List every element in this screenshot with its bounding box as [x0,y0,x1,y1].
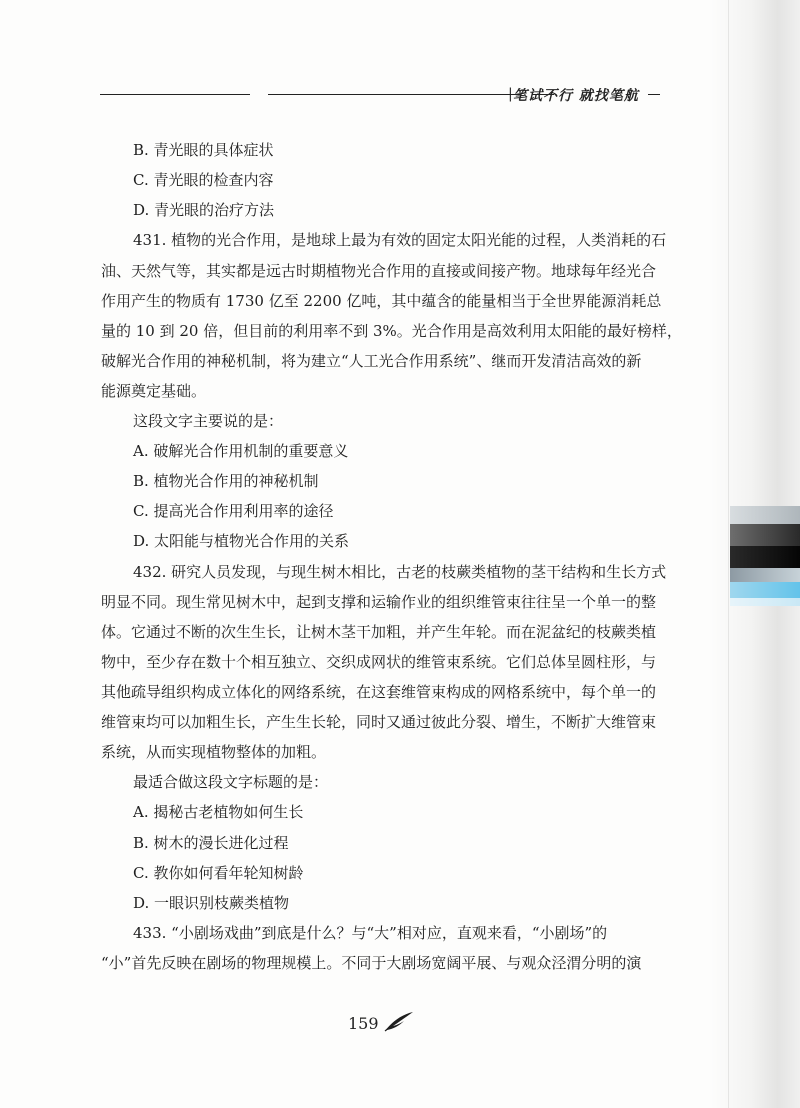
header-divider: | [508,86,513,102]
option-c: C. 教你如何看年轮知树龄 [133,864,304,882]
question-432-line: 物中，至少存在数十个相互独立、交织成网状的维管束系统。它们总体呈圆柱形，与 [101,653,657,671]
page-number: 159 [348,1014,379,1033]
header-rule [268,94,520,95]
question-432-line: 维管束均可以加粗生长，产生生长轮，同时又通过彼此分裂、增生，不断扩大维管束 [101,713,657,731]
option-a: A. 揭秘古老植物如何生长 [133,803,304,821]
tab-band [730,568,800,582]
header-slogan: 笔试不行 就找笔航 [513,88,639,104]
question-432-line: 系统，从而实现植物整体的加粗。 [101,743,327,761]
question-431-line: 作用产生的物质有 1730 亿至 2200 亿吨，其中蕴含的能量相当于全世界能源消耗总 [101,292,662,310]
option-b: B. 植物光合作用的神秘机制 [133,472,319,490]
question-432-line: 432. 研究人员发现，与现生树木相比，古老的枝蕨类植物的茎干结构和生长方式 [133,563,667,581]
option-d: D. 一眼识别枝蕨类植物 [133,894,290,912]
option-c: C. 青光眼的检查内容 [133,171,274,189]
option-d: D. 太阳能与植物光合作用的关系 [133,532,350,550]
option-a: A. 破解光合作用机制的重要意义 [133,442,349,460]
question-432-line: 体。它通过不断的次生生长，让树木茎干加粗，并产生年轮。而在泥盆纪的枝蕨类植 [101,623,657,641]
tab-band [730,506,800,524]
question-431-prompt: 这段文字主要说的是： [133,412,284,430]
tab-band [730,546,800,568]
question-433-line: 433. “小剧场戏曲”到底是什么？与“大”相对应，直观来看，“小剧场”的 [133,924,608,942]
tab-band [730,582,800,598]
question-432-prompt: 最适合做这段文字标题的是： [133,773,329,791]
running-header [100,84,660,104]
quill-pen-icon [382,1010,416,1034]
option-b: B. 青光眼的具体症状 [133,141,274,159]
header-rule [648,94,660,95]
question-432-line: 其他疏导组织构成立体化的网络系统，在这套维管束构成的网格系统中，每个单一的 [101,683,657,701]
question-431-line: 431. 植物的光合作用，是地球上最为有效的固定太阳光能的过程，人类消耗的石 [133,231,667,249]
option-d: D. 青光眼的治疗方法 [133,201,275,219]
question-431-line: 破解光合作用的神秘机制，将为建立“人工光合作用系统”、继而开发清洁高效的新 [101,352,642,370]
tab-band [730,524,800,546]
option-c: C. 提高光合作用利用率的途径 [133,502,334,520]
question-431-line: 油、天然气等，其实都是远古时期植物光合作用的直接或间接产物。地球每年经光合 [101,262,657,280]
header-rule [100,94,250,95]
question-431-line: 量的 10 到 20 倍，但目前的利用率不到 3%。光合作用是高效利用太阳能的最好榜样， [101,322,682,340]
question-433-line: “小”首先反映在剧场的物理规模上。不同于大剧场宽阔平展、与观众泾渭分明的演 [101,954,642,972]
question-432-line: 明显不同。现生常见树木中，起到支撑和运输作业的组织维管束往往呈一个单一的整 [101,593,657,611]
question-431-line: 能源奠定基础。 [101,382,207,400]
tab-band [730,598,800,606]
option-b: B. 树木的漫长进化过程 [133,834,289,852]
page-fold-line [728,0,729,1108]
